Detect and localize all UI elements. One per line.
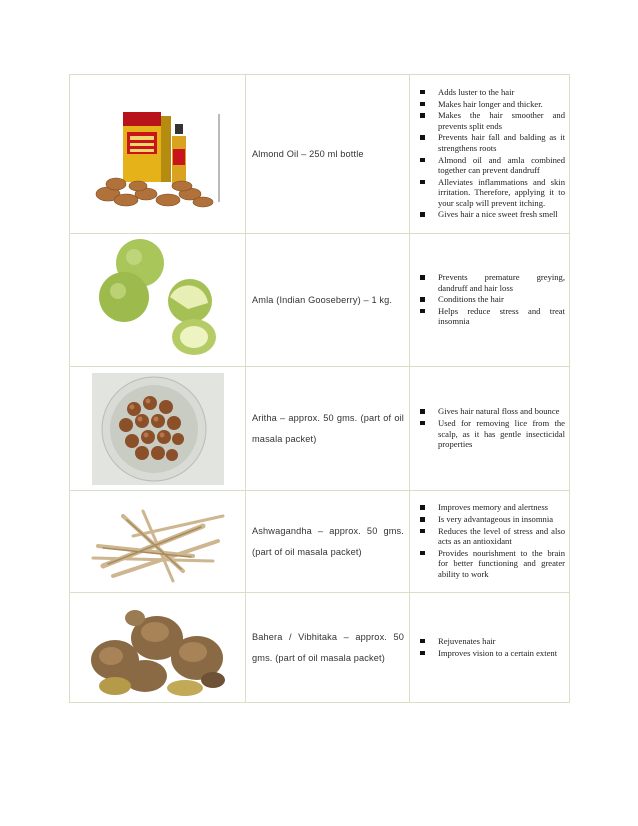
bullet-square-icon [420,102,425,107]
benefit-item: Gives hair natural floss and bounce [420,406,565,417]
ingredient-name: Ashwagandha – approx. 50 gms. (part of oil masala packet) [246,491,410,593]
bullet-square-icon [420,180,425,185]
bullet-square-icon [420,113,425,118]
benefit-item: Adds luster to the hair [420,87,565,98]
benefit-item: Is very advantageous in insomnia [420,514,565,525]
bullet-square-icon [420,135,425,140]
bullet-square-icon [420,297,425,302]
amla-image [98,239,218,361]
benefit-item: Improves memory and alertness [420,502,565,513]
benefit-item: Reduces the level of stress and also acts as an antioxidant [420,526,565,547]
benefits-list [410,636,569,658]
table-row [70,367,570,491]
benefits-list [410,502,569,579]
benefit-item: Alleviates inflammations and skin irritation. Therefore, applying it to your scalp will prevent itching. [420,177,565,209]
bullet-square-icon [420,505,425,510]
benefit-item: Helps reduce stress and treat insomnia [420,306,565,327]
benefits-cell [410,593,570,703]
benefit-item: Gives hair a nice sweet fresh smell [420,209,565,220]
bullet-square-icon [420,639,425,644]
ingredient-image-cell [70,367,246,491]
benefit-item: Prevents premature greying, dandruff and hair loss [420,272,565,293]
bahera-image [85,598,231,698]
ingredient-name: Amla (Indian Gooseberry) – 1 kg. [246,234,410,367]
bullet-square-icon [420,421,425,426]
benefit-item: Conditions the hair [420,294,565,305]
benefit-item: Provides nourishment to the brain for better functioning and greater ability to work [420,548,565,580]
benefits-list [410,406,569,449]
ingredient-image-cell [70,491,246,593]
benefits-cell [410,491,570,593]
benefits-list [410,87,569,220]
benefit-item: Makes the hair smoother and prevents split ends [420,110,565,131]
bullet-square-icon [420,275,425,280]
benefit-item: Improves vision to a certain extent [420,648,565,659]
ingredient-name: Aritha – approx. 50 gms. (part of oil masala packet) [246,367,410,491]
bullet-square-icon [420,158,425,163]
bullet-square-icon [420,409,425,414]
ingredients-table [69,74,570,703]
ingredient-image-cell [70,234,246,367]
benefit-item: Used for removing lice from the scalp, as it has gentle insecticidal properties [420,418,565,450]
almond-oil-image [78,94,238,214]
table-row [70,593,570,703]
benefits-cell [410,234,570,367]
bullet-square-icon [420,90,425,95]
table-row [70,491,570,593]
ashwagandha-image [83,496,233,588]
ingredient-name: Almond Oil – 250 ml bottle [246,75,410,234]
ingredient-image-cell [70,75,246,234]
bullet-square-icon [420,517,425,522]
benefits-list [410,272,569,327]
ingredient-image-cell [70,593,246,703]
benefit-item: Almond oil and amla combined together can prevent dandruff [420,155,565,176]
table-row [70,234,570,367]
bullet-square-icon [420,551,425,556]
bullet-square-icon [420,651,425,656]
benefits-cell [410,367,570,491]
aritha-image [92,373,224,485]
ingredient-name: Bahera / Vibhitaka – approx. 50 gms. (part of oil masala packet) [246,593,410,703]
bullet-square-icon [420,212,425,217]
bullet-square-icon [420,309,425,314]
benefit-item: Rejuvenates hair [420,636,565,647]
benefit-item: Prevents hair fall and balding as it strengthens roots [420,132,565,153]
benefit-item: Makes hair longer and thicker. [420,99,565,110]
table-row [70,75,570,234]
benefits-cell [410,75,570,234]
bullet-square-icon [420,529,425,534]
